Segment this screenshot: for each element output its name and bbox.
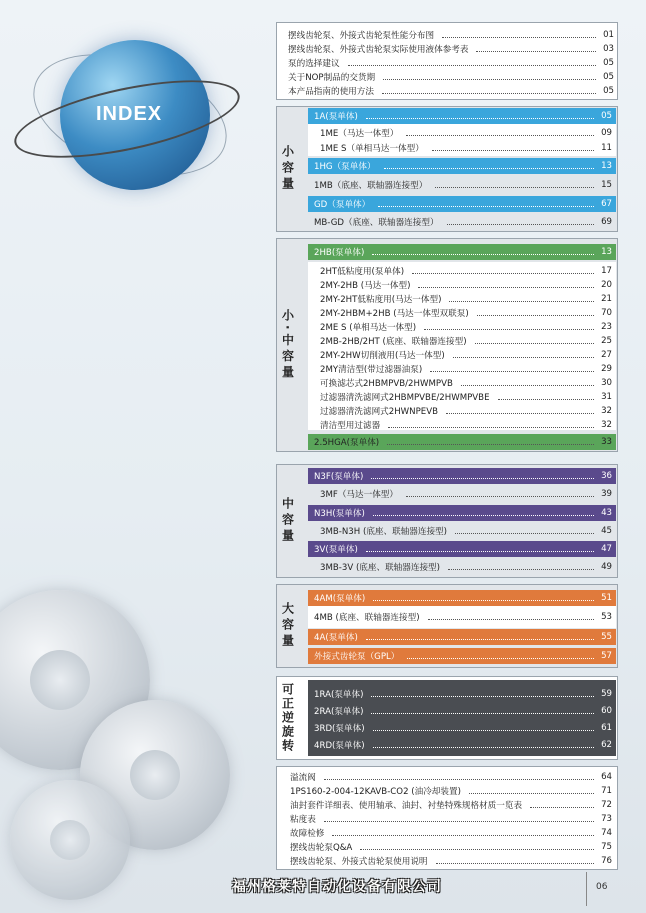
toc-entry[interactable]: 2MY清洁型(带过滤器油泵) 29 [320, 364, 612, 375]
gear-image [10, 780, 130, 900]
toc-entry[interactable]: 2HT低粘度用(泵单体) 17 [320, 266, 612, 277]
section-label-medium: 中容量 [280, 497, 295, 545]
toc-entry[interactable]: 可换滤芯式2HBMPVB/2HWMPVB 30 [320, 378, 612, 389]
toc-entry[interactable]: 摆线齿轮泵、外接式齿轮泵性能分布图 01 [288, 30, 614, 41]
toc-entry[interactable]: 3MF（马达一体型） 39 [320, 489, 612, 500]
toc-entry[interactable]: 摆线齿轮泵Q&A 75 [290, 842, 612, 853]
toc-entry[interactable]: 2MY-2HT低粘度用(马达一体型) 21 [320, 294, 612, 305]
section-label-small: 小容量 [280, 145, 295, 193]
toc-entry[interactable]: 2MY-2HW切削液用(马达一体型) 27 [320, 350, 612, 361]
toc-entry-header[interactable]: 3RD(泵单体) 61 [314, 723, 612, 734]
toc-entry[interactable]: 4MB (底座、联轴器连接型) 53 [314, 612, 612, 623]
toc-entry[interactable]: 2MY-2HBM+2HB (马达一体型双联泵) 70 [320, 308, 612, 319]
toc-entry[interactable]: 溢流阀 64 [290, 772, 612, 783]
toc-entry[interactable]: 摆线齿轮泵、外接式齿轮泵实际使用液体参考表 03 [288, 44, 614, 55]
toc-entry[interactable]: 泵的选择建议 05 [288, 58, 614, 69]
toc-entry[interactable]: 过滤器清洗滤网式2HWNPEVB 32 [320, 406, 612, 417]
toc-entry[interactable]: 1ME（马达一体型） 09 [320, 128, 612, 139]
company-name: 福州格莱特自动化设备有限公司 [232, 879, 442, 895]
decorative-artwork [0, 0, 280, 913]
toc-entry[interactable]: 3MB-N3H (底座、联轴器连接型) 45 [320, 526, 612, 537]
footer-divider [586, 872, 587, 906]
toc-entry[interactable]: 1PS160-2-004-12KAVB-CO2 (油冷却装置) 71 [290, 786, 612, 797]
toc-entry-header[interactable]: GD（泵单体） 67 [314, 199, 612, 210]
toc-entry-header[interactable]: 2RA(泵单体) 60 [314, 706, 612, 717]
toc-entry-header[interactable]: 外接式齿轮泵（GPL） 57 [314, 651, 612, 662]
toc-entry[interactable]: 2ME S (单相马达一体型) 23 [320, 322, 612, 333]
toc-entry-header[interactable]: N3F(泵单体) 36 [314, 471, 612, 482]
section-label-reversible: 可正逆旋转 [280, 683, 295, 753]
toc-entry[interactable]: 2MY-2HB (马达一体型) 20 [320, 280, 612, 291]
toc-entry-header[interactable]: 3V(泵单体) 47 [314, 544, 612, 555]
toc-entry-header[interactable]: 4RD(泵单体) 62 [314, 740, 612, 751]
section-label-large: 大容量 [280, 602, 295, 650]
toc-entry-header[interactable]: 2HB(泵单体) 13 [314, 247, 612, 258]
toc-entry[interactable]: 本产品指南的使用方法 05 [288, 86, 614, 97]
toc-entry-header[interactable]: 1RA(泵单体) 59 [314, 689, 612, 700]
toc-entry-header[interactable]: 4AM(泵单体) 51 [314, 593, 612, 604]
toc-entry[interactable]: 2MB-2HB/2HT (底座、联轴器连接型) 25 [320, 336, 612, 347]
toc-entry[interactable]: 1MB（底座、联轴器连接型） 15 [314, 180, 612, 191]
toc-entry[interactable]: 过滤器清洗滤网式2HBMPVBE/2HWMPVBE 31 [320, 392, 612, 403]
toc-entry[interactable]: 故障检修 74 [290, 828, 612, 839]
toc-entry[interactable]: 粘度表 73 [290, 814, 612, 825]
toc-entry-header[interactable]: 2.5HGA(泵单体) 33 [314, 437, 612, 448]
index-title: INDEX [96, 103, 163, 125]
toc-entry[interactable]: 1ME S（单相马达一体型） 11 [320, 143, 612, 154]
toc-entry[interactable]: 关于NOP制品的交货期 05 [288, 72, 614, 83]
toc-entry[interactable]: 清洁型用过滤器 32 [320, 420, 612, 431]
toc-entry[interactable]: 3MB-3V (底座、联轴器连接型) 49 [320, 562, 612, 573]
toc-entry[interactable]: 摆线齿轮泵、外接式齿轮泵使用说明 76 [290, 856, 612, 867]
toc-entry[interactable]: MB-GD（底座、联轴器连接型） 69 [314, 217, 612, 228]
page-number: 06 [596, 882, 608, 892]
toc-entry-header[interactable]: 1A(泵单体) 05 [314, 111, 612, 122]
toc-entry[interactable]: 油封套件详细表、使用轴承、油封、衬垫特殊规格材质一览表 72 [290, 800, 612, 811]
section-label-small-medium: 小·中容量 [280, 308, 295, 382]
toc-entry-header[interactable]: 1HG（泵单体） 13 [314, 161, 612, 172]
toc-entry-header[interactable]: N3H(泵单体) 43 [314, 508, 612, 519]
toc-entry-header[interactable]: 4A(泵单体) 55 [314, 632, 612, 643]
